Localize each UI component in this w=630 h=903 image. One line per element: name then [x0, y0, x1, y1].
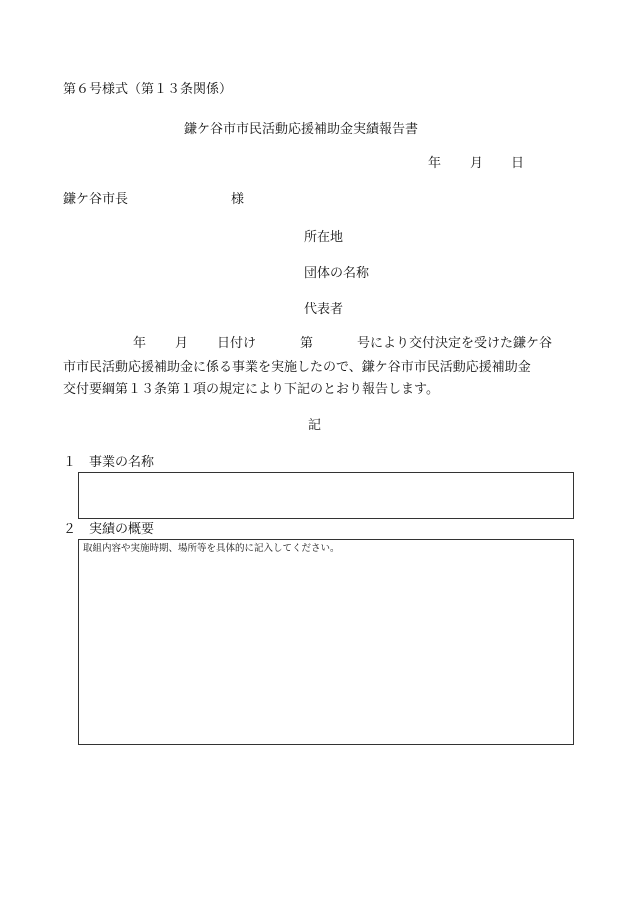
results-summary-hint: 取組内容や実施時期、場所等を具体的に記入してください。	[83, 543, 340, 554]
organization-name-label: 団体の名称	[304, 266, 370, 281]
results-summary-box[interactable]	[78, 539, 574, 745]
section1-label: １ 事業の名称	[63, 455, 155, 470]
date-year-label: 年	[428, 156, 442, 171]
body-day: 日付け	[217, 336, 257, 351]
ki-label: 記	[308, 418, 322, 433]
addressee-name: 鎌ケ谷市長	[63, 192, 129, 207]
project-name-box[interactable]	[78, 472, 574, 519]
date-month-label: 月	[470, 156, 484, 171]
location-label: 所在地	[304, 230, 344, 245]
date-day-label: 日	[511, 156, 525, 171]
body-line1-rest: 号により交付決定を受けた鎌ケ谷	[357, 336, 553, 351]
body-year: 年	[133, 336, 147, 351]
representative-label: 代表者	[304, 302, 344, 317]
body-line2: 市市民活動応援補助金に係る事業を実施したので、鎌ケ谷市市民活動応援補助金	[63, 360, 531, 375]
body-month: 月	[175, 336, 189, 351]
form-number: 第６号様式（第１３条関係）	[63, 82, 233, 97]
document-title: 鎌ケ谷市市民活動応援補助金実績報告書	[184, 122, 419, 137]
addressee-honorific: 様	[231, 192, 245, 207]
section2-label: ２ 実績の概要	[63, 522, 155, 537]
body-dai: 第	[300, 336, 314, 351]
body-line3: 交付要綱第１３条第１項の規定により下記のとおり報告します。	[63, 382, 439, 397]
